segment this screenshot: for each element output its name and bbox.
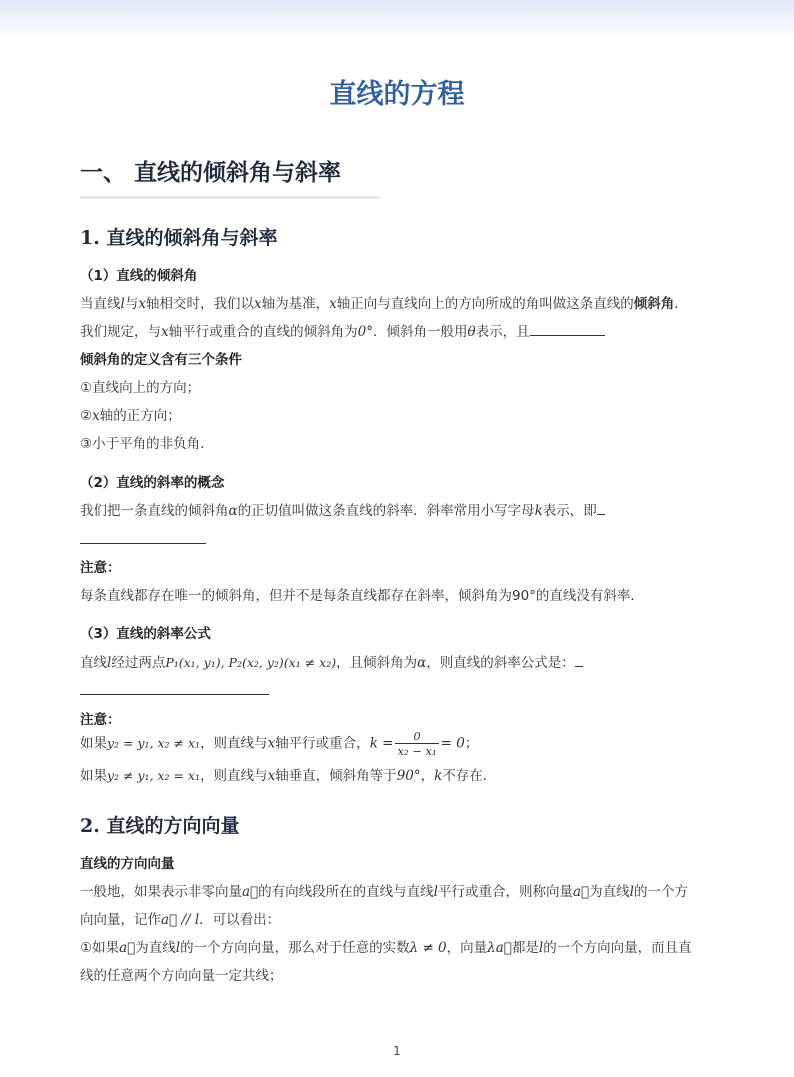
paragraph-heading: （2）直线的斜率的概念	[80, 475, 225, 491]
section-underline	[80, 196, 380, 199]
paragraph-line: 一般地，如果表示非零向量a⃗的有向线段所在的直线与直线l平行或重合，则称向量a⃗为直线l的一个方	[80, 884, 688, 900]
subsection-heading: 2. 直线的方向向量	[80, 815, 240, 837]
fill-in-blank[interactable]	[80, 694, 269, 695]
fill-in-blank[interactable]	[530, 321, 605, 336]
paragraph-line: 当直线l与x轴相交时，我们以x轴为基准，x轴正向与直线向上的方向所成的角叫做这条直线的倾斜角．	[80, 296, 688, 312]
paragraph-line: ①如果a⃗为直线l的一个方向向量，那么对于任意的实数λ ≠ 0，向量λa⃗都是l的一个方向向量，而且直	[80, 940, 692, 956]
list-item: ①直线向上的方向；	[80, 380, 201, 396]
page-number: 1	[393, 1044, 401, 1058]
slope-fraction: $\frac{0}{\text{x₂ − x₁}}$	[397, 729, 437, 758]
header-band	[0, 0, 794, 40]
list-item: ②x轴的正方向；	[80, 408, 181, 424]
document-title: 直线的方程	[329, 79, 465, 110]
section-heading: 一、 直线的倾斜角与斜率	[80, 160, 342, 186]
fill-in-blank[interactable]	[80, 543, 206, 544]
paragraph-heading: 直线的方向向量	[80, 856, 175, 872]
note-heading: 注意：	[80, 712, 121, 728]
note-heading: 注意：	[80, 560, 121, 576]
paragraph-line: 线的任意两个方向向量一定共线；	[80, 968, 283, 984]
paragraph-heading: 倾斜角的定义含有三个条件	[80, 352, 242, 368]
paragraph-heading: （1）直线的倾斜角	[80, 268, 198, 284]
paragraph-heading: （3）直线的斜率公式	[80, 626, 211, 642]
fill-in-blank[interactable]	[597, 500, 605, 515]
subsection-heading: 1. 直线的倾斜角与斜率	[80, 227, 278, 249]
note-text: 每条直线都存在唯一的倾斜角，但并不是每条直线都存在斜率，倾斜角为90°的直线没有斜率．	[80, 588, 644, 604]
paragraph-line: 我们把一条直线的倾斜角α的正切值叫做这条直线的斜率．斜率常用小写字母k表示，即	[80, 499, 605, 519]
paragraph-line: 我们规定，与x轴平行或重合的直线的倾斜角为0°．倾斜角一般用θ表示，且	[80, 320, 605, 340]
note-line: 如果y₂ = y₁, x₂ ≠ x₁，则直线与x轴平行或重合，k = $\frac{0}{\text{x₂ − x₁}}$ = 0；	[80, 729, 479, 758]
paragraph-line: 向向量，记作a⃗ // l．可以看出：	[80, 912, 281, 928]
note-line: 如果y₂ ≠ y₁, x₂ = x₁，则直线与x轴垂直，倾斜角等于90°，k不存在．	[80, 768, 497, 784]
fill-in-blank[interactable]	[575, 652, 583, 667]
list-item: ③小于平角的非负角．	[80, 436, 214, 452]
paragraph-line: 直线l经过两点P₁(x₁, y₁), P₂(x₂, y₂)(x₁ ≠ x₂)，且倾斜角为α，则直线的斜率公式是：	[80, 651, 583, 671]
